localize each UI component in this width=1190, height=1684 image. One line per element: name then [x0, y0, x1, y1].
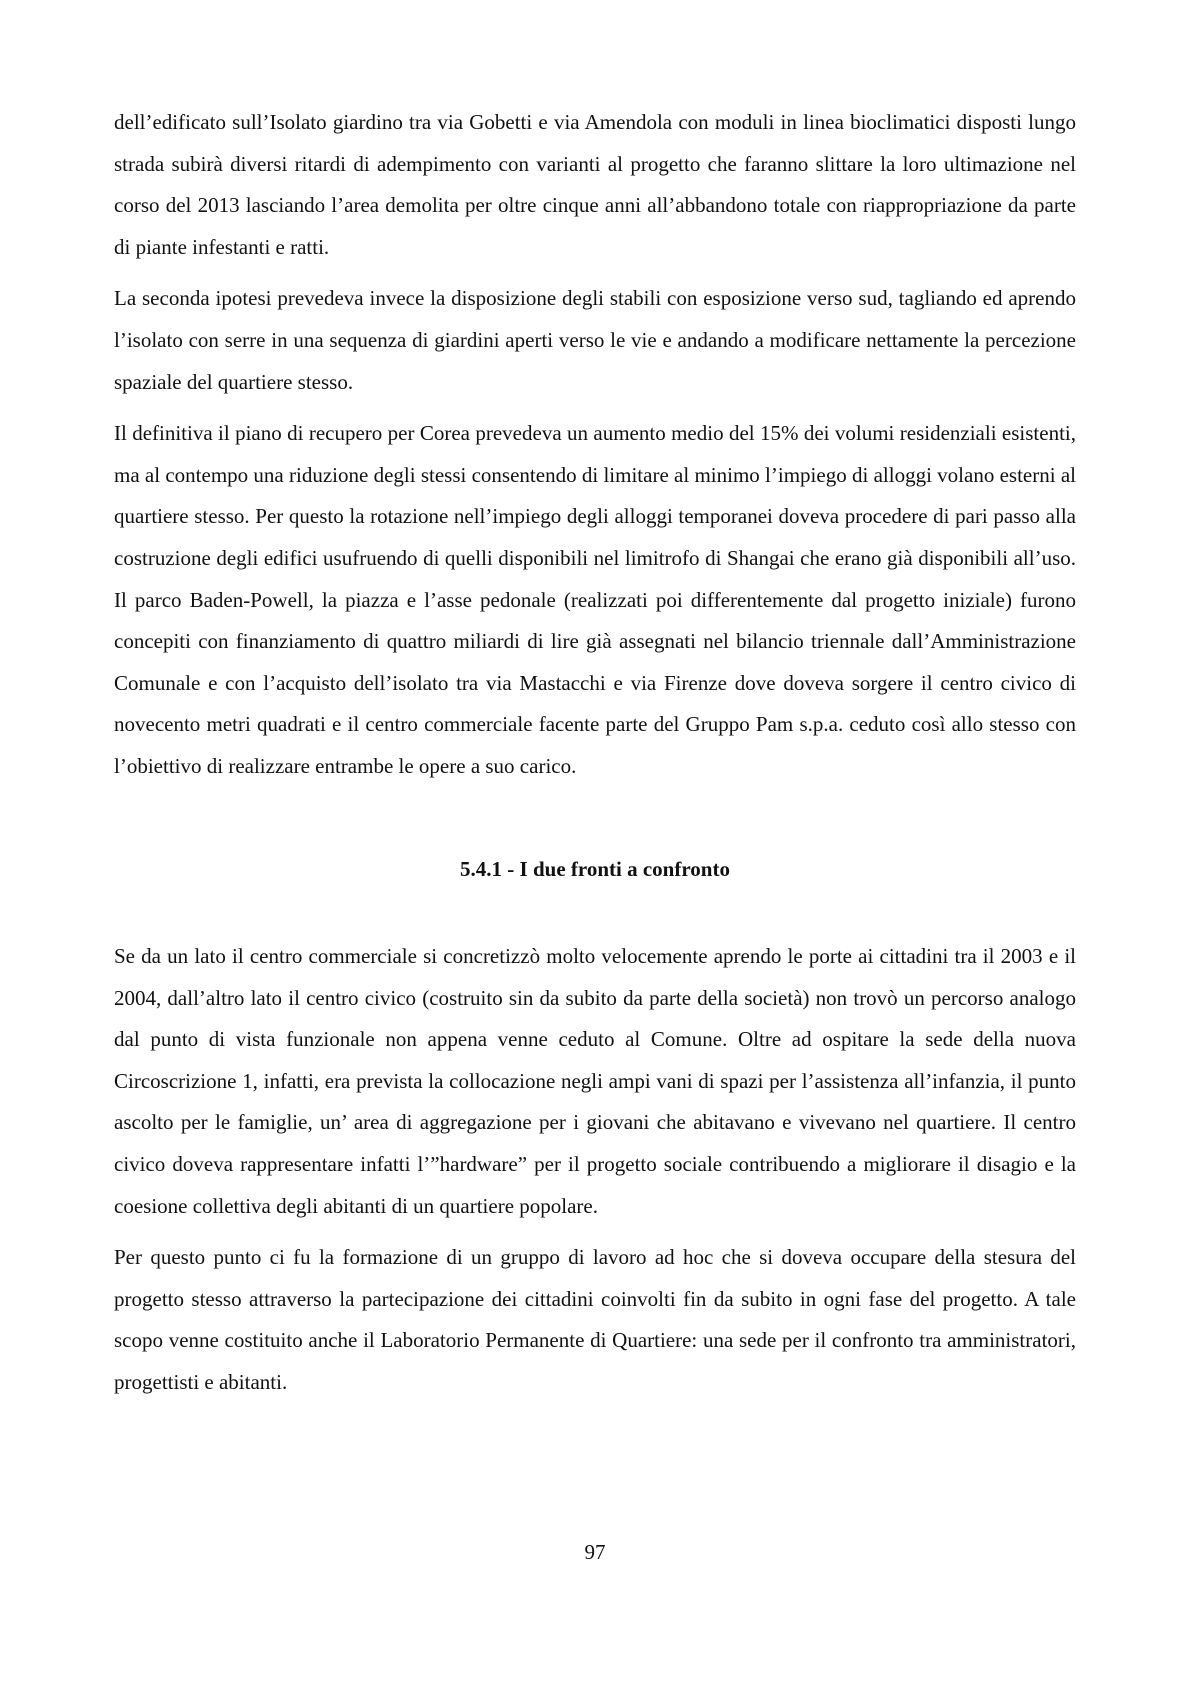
document-page — [114, 102, 1076, 1414]
paragraph-isolato-giardino: dell’edificato sull’Isolato giardino tra via Gobetti e via Amendola con moduli in linea bioclimatici disposti lungo strada subirà diversi ritardi di adempimento con varianti al progetto che faranno slittare la loro ultimazione nel corso del 2013 lasciando l’area demolita per oltre cinque anni all’abbandono totale con riappropriazione da parte di piante infestanti e ratti. — [114, 110, 1076, 259]
paragraph-gruppo-lavoro: Per questo punto ci fu la formazione di un gruppo di lavoro ad hoc che si doveva occupare della stesura del progetto stesso attraverso la partecipazione dei cittadini coinvolti fin da subito in ogni fase del progetto. A tale scopo venne costituito anche il Laboratorio Permanente di Quartiere: una sede per il confronto tra amministratori, progettisti e abitanti. — [114, 1245, 1076, 1395]
section-heading: 5.4.1 - I due fronti a confronto — [460, 856, 730, 881]
paragraph-centro-commerciale: Se da un lato il centro commerciale si concretizzò molto velocemente aprendo le porte ai cittadini tra il 2003 e il 2004, dall’altro lato il centro civico (costruito sin da subito da parte della società) non trovò un percorso analogo dal punto di vista funzionale non appena venne ceduto al Comune. Oltre ad ospitare la sede della nuova Circoscrizione 1, infatti, era prevista la collocazione negli ampi vani di spazi per l’assistenza all’infanzia, il punto ascolto per le famiglie, un’ area di aggregazione per i giovani che abitavano e vivevano nel quartiere. Il centro civico doveva rappresentare infatti l’”hardware” per il progetto sociale contribuendo a migliorare il disagio e la coesione collettiva degli abitanti di un quartiere popolare. — [114, 944, 1076, 1218]
paragraph-seconda-ipotesi: La seconda ipotesi prevedeva invece la disposizione degli stabili con esposizione verso sud, tagliando ed aprendo l’isolato con serre in una sequenza di giardini aperti verso le vie e andando a modificare nettamente la percezione spaziale del quartiere stesso. — [114, 286, 1076, 394]
page-number: 97 — [584, 1540, 606, 1564]
paragraph-piano-recupero: Il definitiva il piano di recupero per Corea prevedeva un aumento medio del 15% dei volumi residenziali esistenti, ma al contempo una riduzione degli stessi consentendo di limitare al minimo l’impiego di alloggi volano esterni al quartiere stesso. Per questo la rotazione nell’impiego degli alloggi temporanei doveva procedere di pari passo alla costruzione degli edifici usufruendo di quelli disponibili nel limitrofo di Shangai che erano già disponibili all’uso. Il parco Baden-Powell, la piazza e l’asse pedonale (realizzati poi differentemente dal progetto iniziale) furono concepiti con finanziamento di quattro miliardi di lire già assegnati nel bilancio triennale dall’Amministrazione Comunale e con l’acquisto dell’isolato tra via Mastacchi e via Firenze dove doveva sorgere il centro civico di novecento metri quadrati e il centro commerciale facente parte del Gruppo Pam s.p.a. ceduto così allo stesso con l’obiettivo di realizzare entrambe le opere a suo carico. — [114, 421, 1076, 778]
